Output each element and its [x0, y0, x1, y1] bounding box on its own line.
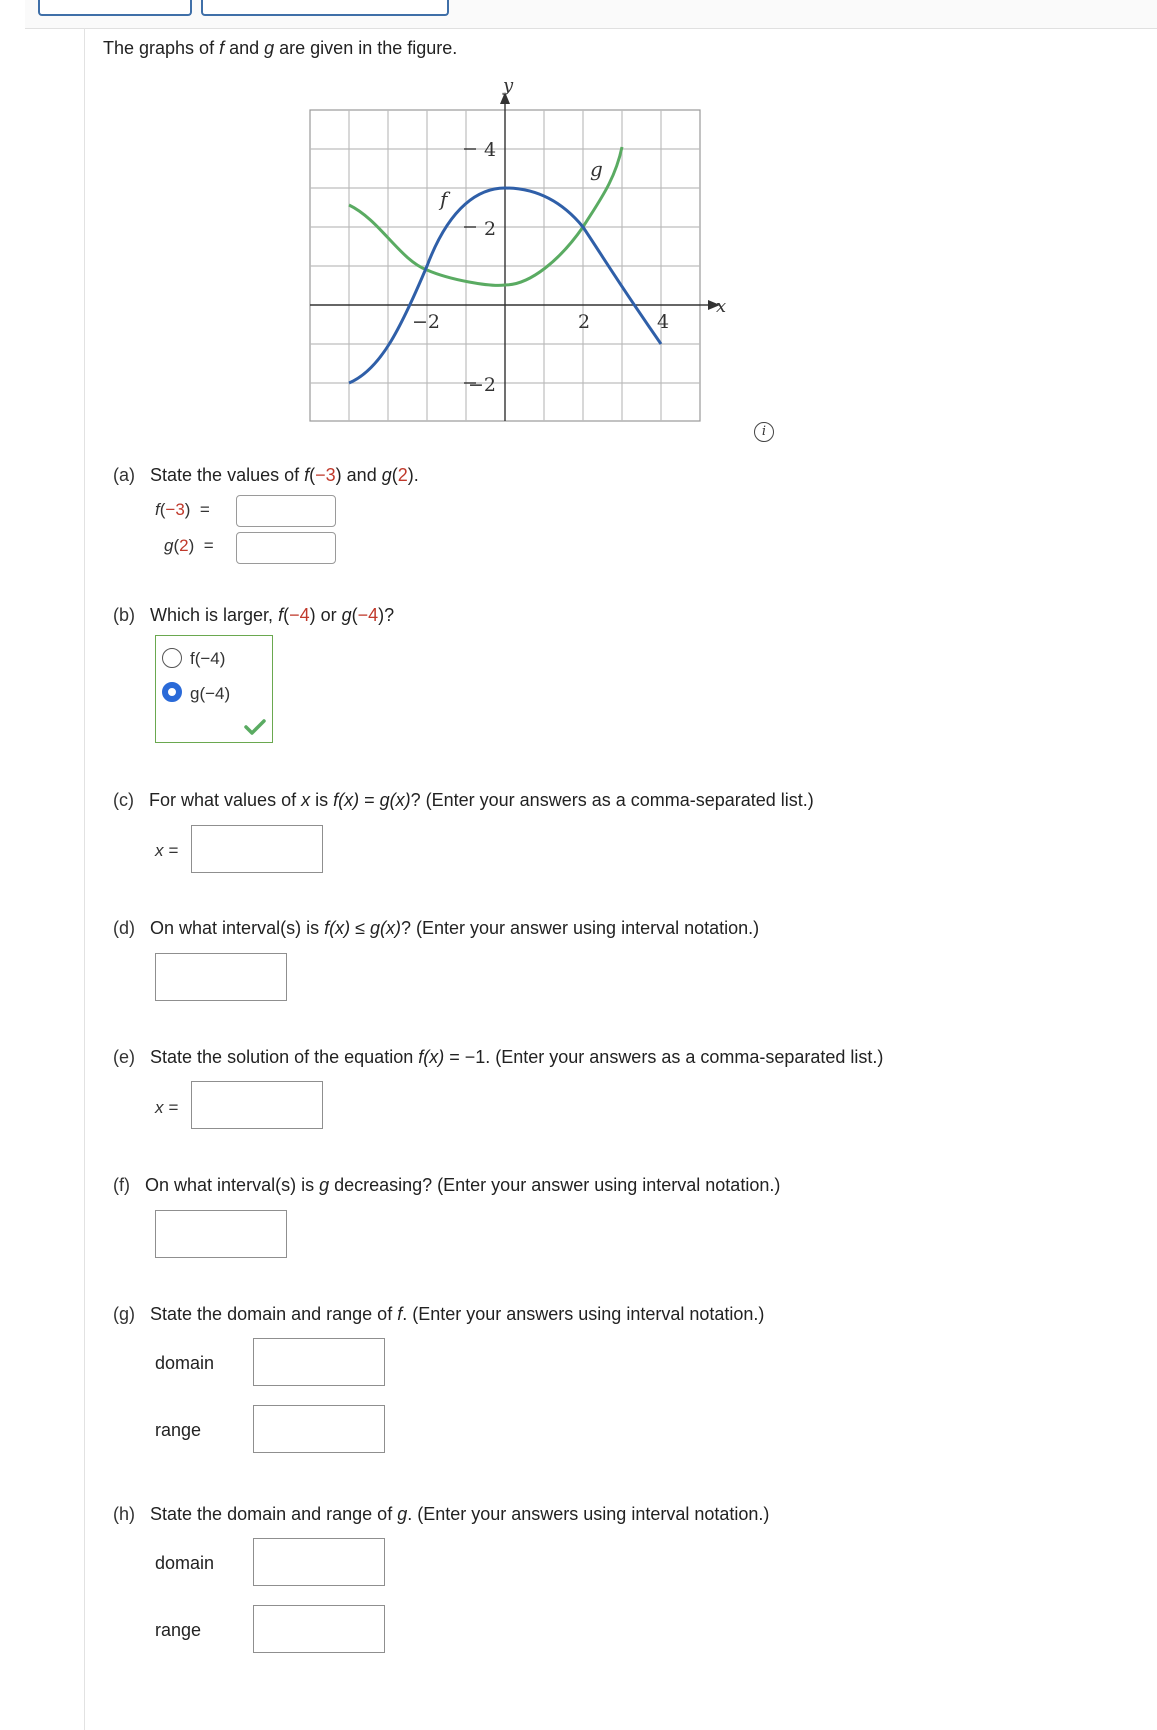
axis-label-x: x: [716, 296, 727, 317]
axis-label-y: y: [503, 80, 514, 96]
part-h-domain-input[interactable]: [253, 1538, 385, 1586]
radio-option-g[interactable]: [162, 682, 182, 702]
part-c-answer-input[interactable]: [191, 825, 323, 873]
radio-option-f-label: f(−4): [190, 649, 226, 668]
part-e-x-label: x =: [155, 1098, 179, 1117]
part-a-answer-g-input[interactable]: [236, 532, 336, 564]
correct-check-icon: [244, 718, 266, 736]
part-b-prompt: (b) Which is larger, f(−4) or g(−4)?: [113, 605, 395, 625]
curve-label-g: g: [590, 157, 603, 181]
top-tab-button[interactable]: [38, 0, 192, 16]
part-d-prompt: (d) On what interval(s) is f(x) ≤ g(x)? (Enter your answer using interval notation.): [113, 918, 760, 938]
part-e-answer-input[interactable]: [191, 1081, 323, 1129]
graph-axes: [310, 102, 710, 421]
radio-option-f[interactable]: [162, 648, 182, 668]
top-toolbar: [25, 0, 1157, 29]
part-a-label-f: f(−3) =: [155, 500, 210, 519]
part-g-range-label: range: [155, 1420, 202, 1440]
info-icon[interactable]: i: [754, 422, 774, 442]
part-h-prompt: (h) State the domain and range of g. (Enter your answers using interval notation.): [113, 1504, 770, 1524]
tick-x-neg2: −2: [412, 311, 441, 333]
tick-y-2: 2: [484, 218, 497, 240]
part-g-prompt: (g) State the domain and range of f. (Enter your answers using interval notation.): [113, 1304, 765, 1324]
intro-text: The graphs of f and g are given in the figure.: [103, 38, 458, 58]
part-g-domain-input[interactable]: [253, 1338, 385, 1386]
part-c-x-label: x =: [155, 841, 179, 860]
part-b-radio-group: [155, 635, 273, 743]
part-g-domain-label: domain: [155, 1353, 215, 1373]
part-a-answer-f-input[interactable]: [236, 495, 336, 527]
part-d-answer-input[interactable]: [155, 953, 287, 1001]
tick-y-4: 4: [484, 139, 497, 161]
curve-g: [349, 147, 622, 285]
top-tab-button[interactable]: [201, 0, 449, 16]
radio-option-g-label: g(−4): [190, 684, 231, 703]
part-c-prompt: (c) For what values of x is f(x) = g(x)? (Enter your answers as a comma-separated list.): [113, 790, 814, 810]
function-graph: [300, 80, 740, 430]
content-left-border: [84, 28, 85, 1730]
part-h-range-input[interactable]: [253, 1605, 385, 1653]
part-a-label-g: g(2) =: [164, 536, 214, 555]
part-h-domain-label: domain: [155, 1553, 215, 1573]
tick-x-4: 4: [657, 311, 670, 333]
tick-x-2: 2: [578, 311, 591, 333]
part-e-prompt: (e) State the solution of the equation f(x) = −1. (Enter your answers as a comma-separated list.): [113, 1047, 884, 1067]
part-g-range-input[interactable]: [253, 1405, 385, 1453]
part-h-range-label: range: [155, 1620, 202, 1640]
part-f-prompt: (f) On what interval(s) is g decreasing? (Enter your answer using interval notation.): [113, 1175, 781, 1195]
part-a-prompt: (a) State the values of f(−3) and g(2).: [113, 465, 419, 485]
curve-label-f: f: [440, 187, 448, 211]
part-f-answer-input[interactable]: [155, 1210, 287, 1258]
tick-y-neg2: −2: [468, 374, 497, 396]
